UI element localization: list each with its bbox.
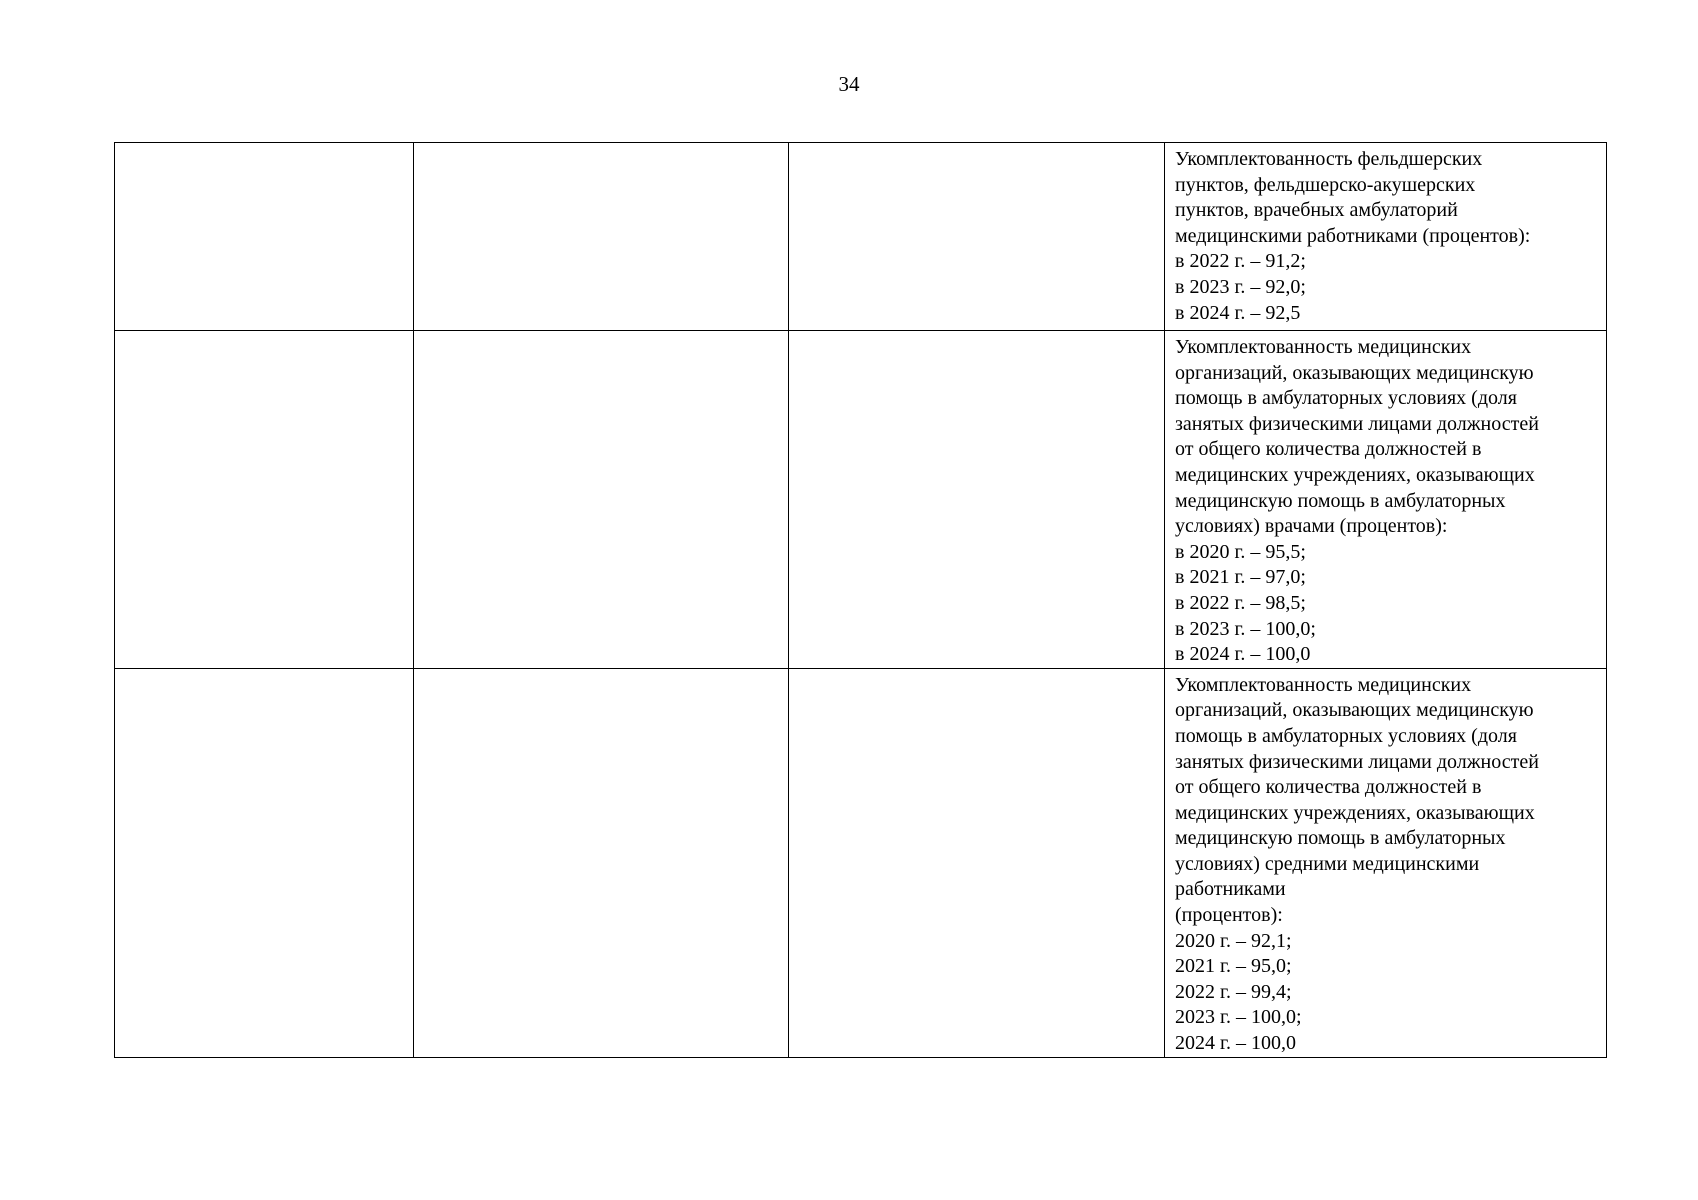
table-row [115,668,1607,1057]
indicator-value-line: в 2024 г. – 92,5 [1175,301,1301,324]
table-cell-empty [115,331,414,669]
table-cell-empty [789,331,1165,669]
indicator-value-line: в 2022 г. – 98,5; [1175,591,1306,614]
indicator-value-line: в 2023 г. – 100,0; [1175,617,1316,640]
indicator-line: медицинских учреждениях, оказывающих [1175,463,1535,486]
table-row [115,331,1607,669]
indicator-line: от общего количества должностей в [1175,438,1482,461]
table-cell-empty [115,143,414,331]
table-cell-empty [414,331,789,669]
indicator-line: (процентов): [1175,904,1283,927]
indicator-line: Укомплектованность медицинских [1175,673,1472,696]
indicator-line: от общего количества должностей в [1175,776,1482,799]
indicator-value-line: 2024 г. – 100,0 [1175,1032,1296,1055]
indicator-value-line: в 2022 г. – 91,2; [1175,250,1306,273]
indicator-line: условиях) средними медицинскими [1175,852,1480,875]
indicator-value-line: в 2023 г. – 92,0; [1175,275,1306,298]
indicator-line: условиях) врачами (процентов): [1175,515,1448,538]
indicator-value-line: в 2020 г. – 95,5; [1175,540,1306,563]
indicator-line: Укомплектованность медицинских [1175,336,1472,358]
indicator-value-line: в 2024 г. – 100,0 [1175,643,1311,666]
indicator-cell [1165,668,1607,1057]
indicator-cell [1165,143,1607,331]
indicator-line: Укомплектованность фельдшерских [1175,148,1483,170]
table-cell-empty [115,668,414,1057]
indicator-value-line: 2021 г. – 95,0; [1175,955,1292,978]
indicator-value-line: 2020 г. – 92,1; [1175,929,1292,952]
indicator-line: медицинских учреждениях, оказывающих [1175,801,1535,824]
indicator-line: помощь в амбулаторных условиях (доля [1175,387,1517,410]
indicator-line: пунктов, врачебных амбулаторий [1175,199,1458,222]
indicator-line: организаций, оказывающих медицинскую [1175,361,1534,384]
indicator-line: медицинскую помощь в амбулаторных [1175,827,1506,850]
indicator-line: занятых физическими лицами должностей [1175,412,1539,435]
indicator-line: медицинскую помощь в амбулаторных [1175,489,1506,512]
page-number: 34 [838,72,860,96]
indicator-line: занятых физическими лицами должностей [1175,750,1539,773]
indicator-line: пунктов, фельдшерско-акушерских [1175,173,1476,196]
indicator-line: помощь в амбулаторных условиях (доля [1175,724,1517,747]
indicator-line: организаций, оказывающих медицинскую [1175,699,1534,722]
table-row [115,143,1607,331]
indicator-value-line: 2022 г. – 99,4; [1175,980,1292,1003]
indicator-line: работниками [1175,878,1286,901]
indicator-line: медицинскими работниками (процентов): [1175,224,1531,247]
table-cell-empty [414,668,789,1057]
table-cell-empty [789,143,1165,331]
table-cell-empty [414,143,789,331]
indicators-table [114,142,1607,1058]
indicator-value-line: в 2021 г. – 97,0; [1175,566,1306,589]
indicator-cell [1165,331,1607,669]
indicator-value-line: 2023 г. – 100,0; [1175,1006,1302,1029]
table-cell-empty [789,668,1165,1057]
